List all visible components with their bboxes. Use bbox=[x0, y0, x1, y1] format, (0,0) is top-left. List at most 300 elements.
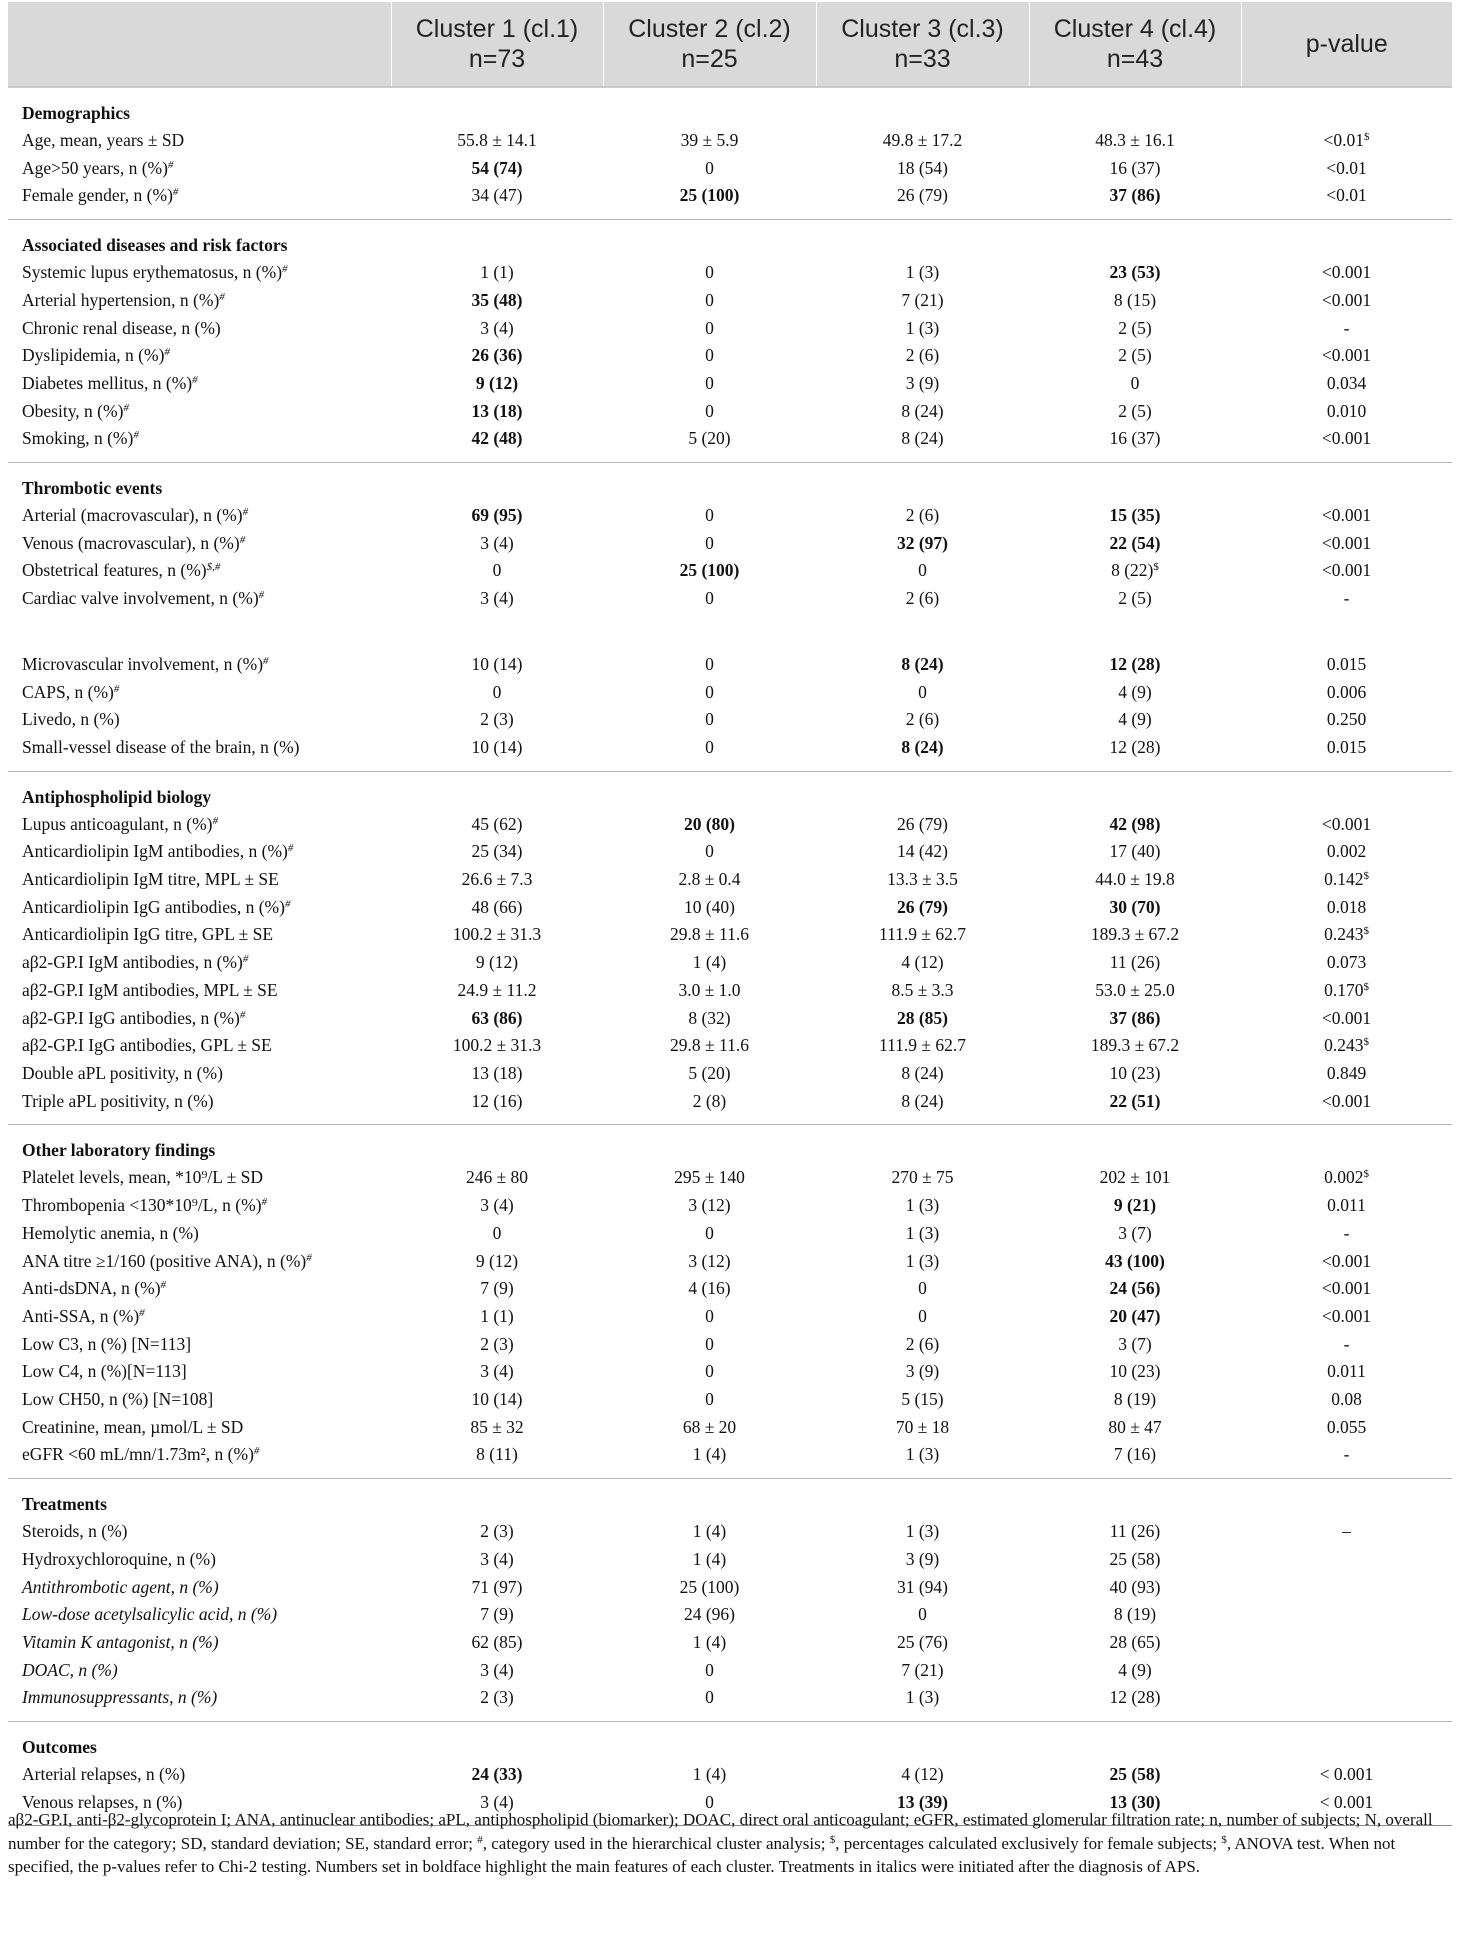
row-label-footnote-mark: # bbox=[239, 533, 246, 546]
cell-cluster-1 bbox=[391, 1684, 603, 1721]
cell-cluster-3 bbox=[816, 502, 1029, 530]
p-value-footnote-mark: $ bbox=[1363, 870, 1369, 883]
cell-cluster-4 bbox=[1029, 1574, 1241, 1602]
row-label-footnote-mark: # bbox=[219, 290, 225, 303]
header-cluster-2-name: Cluster 2 (cl.2) bbox=[628, 15, 791, 43]
cell-value: 39 ± 5.9 bbox=[680, 130, 739, 150]
header-cluster-1-name: Cluster 1 (cl.1) bbox=[415, 15, 579, 43]
cell-p-value bbox=[1241, 977, 1452, 1005]
cell-p-value bbox=[1241, 811, 1452, 839]
row-label-text: Systemic lupus erythematosus, n (%) bbox=[22, 262, 283, 283]
cell-cluster-1 bbox=[391, 1574, 603, 1602]
section-header-row bbox=[8, 771, 1452, 811]
cell-value: 71 (97) bbox=[471, 1576, 523, 1597]
cell-cluster-2 bbox=[603, 1761, 816, 1789]
cell-value: 55.8 ± 14.1 bbox=[457, 130, 537, 150]
row-label bbox=[8, 977, 391, 1005]
row-label bbox=[8, 425, 391, 462]
cell-cluster-2 bbox=[603, 1601, 816, 1629]
row-label bbox=[8, 1005, 391, 1033]
cell-cluster-2 bbox=[603, 287, 816, 315]
cell-cluster-4 bbox=[1029, 734, 1241, 771]
table-row bbox=[8, 1684, 1452, 1721]
cell-cluster-1 bbox=[391, 155, 603, 183]
row-label-footnote-mark: # bbox=[287, 842, 294, 855]
cell-cluster-3 bbox=[816, 1164, 1029, 1192]
table-section bbox=[8, 771, 1452, 1125]
footnote-text: , category used in the hierarchical cluster analysis; bbox=[482, 1833, 830, 1853]
cell-cluster-3 bbox=[816, 706, 1029, 734]
row-label-footnote-mark: # bbox=[242, 506, 249, 519]
cell-value: 1 (4) bbox=[692, 1548, 727, 1569]
row-label bbox=[8, 811, 391, 839]
table-row bbox=[8, 1657, 1452, 1685]
cell-value: 0.849 bbox=[1326, 1062, 1367, 1083]
cell-cluster-2 bbox=[603, 425, 816, 462]
cell-cluster-2 bbox=[603, 1414, 816, 1442]
cell-value: 3 (4) bbox=[480, 1659, 514, 1680]
cell-value: 0 bbox=[705, 1791, 714, 1812]
cell-cluster-2 bbox=[603, 530, 816, 558]
table-row bbox=[8, 502, 1452, 530]
row-label bbox=[8, 557, 391, 585]
cell-value: 246 ± 80 bbox=[465, 1167, 529, 1188]
cell-value: 2 (6) bbox=[905, 345, 940, 366]
cell-p-value bbox=[1241, 1518, 1452, 1546]
cell-cluster-3 bbox=[816, 1303, 1029, 1331]
cell-cluster-2 bbox=[603, 734, 816, 771]
cell-cluster-1 bbox=[391, 1518, 603, 1546]
cell-p-value bbox=[1241, 1441, 1452, 1478]
cell-cluster-4 bbox=[1029, 342, 1241, 370]
cell-cluster-2 bbox=[603, 1164, 816, 1192]
cell-value: 13 (39) bbox=[896, 1791, 949, 1812]
cell-value: 3 (4) bbox=[480, 1361, 514, 1382]
row-label-text: Obstetrical features, n (%) bbox=[22, 560, 207, 581]
cell-value: 189.3 ± 67.2 bbox=[1090, 924, 1180, 945]
row-label-footnote-mark: # bbox=[164, 346, 170, 359]
row-label-text: Dyslipidemia, n (%) bbox=[22, 345, 165, 366]
cell-value: 3 (12) bbox=[688, 1250, 731, 1271]
cell-value: 2 (5) bbox=[1118, 588, 1152, 609]
cell-value: 0.002 bbox=[1326, 841, 1367, 862]
cell-p-value bbox=[1241, 1220, 1452, 1248]
cell-cluster-2 bbox=[603, 838, 816, 866]
table-section bbox=[8, 1479, 1452, 1722]
cell-value: 1 (4) bbox=[692, 1521, 727, 1542]
cell-cluster-4 bbox=[1029, 1005, 1241, 1033]
cell-cluster-3 bbox=[816, 1088, 1029, 1125]
cell-cluster-4 bbox=[1029, 1303, 1241, 1331]
row-label bbox=[8, 866, 391, 894]
cell-cluster-4 bbox=[1029, 1220, 1241, 1248]
section-title: Other laboratory findings bbox=[22, 1140, 216, 1161]
cell-cluster-4 bbox=[1029, 398, 1241, 426]
cell-value: 4 (12) bbox=[901, 952, 944, 973]
cell-value: 26 (79) bbox=[896, 896, 949, 917]
cell-cluster-3 bbox=[816, 1601, 1029, 1629]
cell-cluster-1 bbox=[391, 1441, 603, 1478]
cell-cluster-4 bbox=[1029, 1601, 1241, 1629]
cell-cluster-3 bbox=[816, 866, 1029, 894]
row-label-footnote-mark: # bbox=[113, 682, 120, 695]
cell-value: <0.001 bbox=[1321, 1007, 1372, 1028]
p-value-footnote-mark: $ bbox=[1364, 131, 1370, 143]
cell-value: 85 ± 32 bbox=[470, 1416, 524, 1437]
cell-value: 1 (4) bbox=[692, 1444, 727, 1465]
cell-p-value bbox=[1241, 398, 1452, 426]
cell-value: 8 (11) bbox=[476, 1444, 518, 1465]
cell-value: 16 (37) bbox=[1109, 157, 1161, 178]
cell-cluster-1 bbox=[391, 1275, 603, 1303]
cell-value: 0 bbox=[705, 736, 714, 757]
cell-value: 24 (56) bbox=[1109, 1278, 1161, 1299]
cell-cluster-1 bbox=[391, 894, 603, 922]
section-title: Associated diseases and risk factors bbox=[22, 235, 288, 256]
row-label-text: Anti-SSA, n (%) bbox=[22, 1305, 140, 1326]
table-row bbox=[8, 1414, 1452, 1442]
cell-p-value bbox=[1241, 1192, 1452, 1220]
cell-value: 9 (12) bbox=[475, 372, 519, 393]
cell-cluster-4 bbox=[1029, 1386, 1241, 1414]
cell-value: 13 (30) bbox=[1109, 1791, 1161, 1812]
row-label bbox=[8, 1414, 391, 1442]
row-label-footnote-mark: # bbox=[306, 1251, 312, 1264]
row-label-text: Female gender, n (%) bbox=[22, 185, 173, 206]
table-row bbox=[8, 425, 1452, 462]
cell-value: 2 (5) bbox=[1118, 400, 1152, 421]
cell-cluster-1 bbox=[391, 398, 603, 426]
cell-value: 35 (48) bbox=[471, 289, 523, 310]
cell-value: 2 (6) bbox=[905, 1333, 940, 1354]
cell-value: 0 bbox=[492, 1222, 502, 1243]
cell-cluster-1 bbox=[391, 1761, 603, 1789]
cell-cluster-4 bbox=[1029, 502, 1241, 530]
cell-cluster-3 bbox=[816, 127, 1029, 155]
row-label bbox=[8, 1192, 391, 1220]
row-label-text: Low CH50, n (%) [N=108] bbox=[22, 1389, 214, 1410]
cell-cluster-1 bbox=[391, 706, 603, 734]
cell-value: 0 bbox=[705, 1305, 714, 1326]
cell-value: - bbox=[1343, 1444, 1350, 1465]
cell-p-value bbox=[1241, 706, 1452, 734]
cell-p-value bbox=[1241, 1275, 1452, 1303]
cell-cluster-3 bbox=[816, 651, 1029, 679]
cell-value: 0.142 bbox=[1324, 869, 1364, 890]
cell-cluster-3 bbox=[816, 1629, 1029, 1657]
cell-value: 3 (9) bbox=[905, 372, 940, 393]
cell-p-value bbox=[1241, 315, 1452, 343]
cell-cluster-3 bbox=[816, 182, 1029, 219]
cell-cluster-3 bbox=[816, 530, 1029, 558]
cell-cluster-4 bbox=[1029, 1032, 1241, 1060]
cell-value: – bbox=[1342, 1521, 1351, 1542]
cell-value: 7 (21) bbox=[901, 1659, 944, 1680]
cell-p-value bbox=[1241, 370, 1452, 398]
cell-value: 0 bbox=[705, 1687, 714, 1708]
header-cell-cluster-4 bbox=[1029, 2, 1241, 87]
cell-p-value bbox=[1241, 182, 1452, 219]
section-title: Thrombotic events bbox=[22, 478, 163, 499]
cell-cluster-1 bbox=[391, 370, 603, 398]
cell-cluster-1 bbox=[391, 1629, 603, 1657]
cell-value: <0.001 bbox=[1321, 813, 1372, 834]
header-cell-cluster-1 bbox=[391, 2, 603, 87]
cell-value: 8 (19) bbox=[1113, 1389, 1157, 1410]
row-label-text: Venous (macrovascular), n (%) bbox=[22, 532, 240, 553]
cell-cluster-1 bbox=[391, 734, 603, 771]
cell-value: <0.001 bbox=[1321, 345, 1372, 366]
cell-value: 0.015 bbox=[1326, 736, 1367, 757]
cell-cluster-2 bbox=[603, 1032, 816, 1060]
table-section bbox=[8, 87, 1452, 220]
cell-value: 100.2 ± 31.3 bbox=[452, 924, 542, 945]
cell-cluster-2 bbox=[603, 1192, 816, 1220]
row-label-text: Immunosuppressants, n (%) bbox=[22, 1687, 218, 1708]
cell-cluster-2 bbox=[603, 1358, 816, 1386]
table-row bbox=[8, 734, 1452, 771]
cell-cluster-3 bbox=[816, 1358, 1029, 1386]
cell-value: 2 (3) bbox=[480, 1521, 514, 1542]
cell-value: 0 bbox=[705, 289, 714, 310]
table-row bbox=[8, 1303, 1452, 1331]
row-label-text: Steroids, n (%) bbox=[22, 1521, 128, 1542]
cell-cluster-3 bbox=[816, 1518, 1029, 1546]
section-header-row bbox=[8, 1722, 1452, 1762]
row-label bbox=[8, 502, 391, 530]
row-label bbox=[8, 315, 391, 343]
row-label-text: Anticardiolipin IgM titre, MPL ± SE bbox=[22, 869, 279, 890]
cell-value: <0.01 bbox=[1326, 157, 1367, 178]
row-label-text: Thrombopenia <130*10⁹/L, n (%) bbox=[22, 1195, 262, 1216]
row-label-text: ANA titre ≥1/160 (positive ANA), n (%) bbox=[22, 1250, 307, 1271]
table-row bbox=[8, 894, 1452, 922]
header-cell-label bbox=[8, 2, 391, 87]
cell-cluster-1 bbox=[391, 1358, 603, 1386]
cluster-characteristics-table bbox=[8, 2, 1452, 1826]
cell-value: 0 bbox=[705, 841, 714, 862]
cell-p-value bbox=[1241, 1358, 1452, 1386]
cell-cluster-1 bbox=[391, 1386, 603, 1414]
row-label-text: Hydroxychloroquine, n (%) bbox=[22, 1548, 216, 1569]
cell-cluster-4 bbox=[1029, 1331, 1241, 1359]
cell-cluster-3 bbox=[816, 1684, 1029, 1721]
row-label bbox=[8, 1518, 391, 1546]
cell-value: 10 (14) bbox=[471, 653, 523, 674]
table-row bbox=[8, 921, 1452, 949]
cell-cluster-3 bbox=[816, 949, 1029, 977]
cell-value: 11 (26) bbox=[1109, 1521, 1161, 1542]
cell-value: 24.9 ± 11.2 bbox=[457, 979, 537, 1000]
section-title: Outcomes bbox=[22, 1737, 97, 1758]
cell-cluster-2 bbox=[603, 1629, 816, 1657]
cell-cluster-1 bbox=[391, 921, 603, 949]
cell-value: 0 bbox=[705, 505, 714, 526]
cell-p-value bbox=[1241, 1574, 1452, 1602]
cell-cluster-3 bbox=[816, 425, 1029, 462]
section-header-row bbox=[8, 220, 1452, 260]
cell-cluster-1 bbox=[391, 1164, 603, 1192]
cell-value: 28 (65) bbox=[1109, 1631, 1161, 1652]
row-label bbox=[8, 1248, 391, 1276]
section-title: Demographics bbox=[22, 103, 130, 123]
row-label-footnote-mark: # bbox=[139, 1306, 145, 1319]
cell-cluster-4 bbox=[1029, 949, 1241, 977]
cell-value: 25 (34) bbox=[471, 841, 523, 862]
cell-p-value bbox=[1241, 1386, 1452, 1414]
row-label-footnote-mark: # bbox=[253, 1445, 260, 1458]
row-label bbox=[8, 1441, 391, 1478]
cell-value: 12 (28) bbox=[1109, 736, 1161, 757]
cell-p-value bbox=[1241, 1601, 1452, 1629]
cell-cluster-2 bbox=[603, 1546, 816, 1574]
table-row bbox=[8, 287, 1452, 315]
table-row bbox=[8, 1761, 1452, 1789]
row-label bbox=[8, 1386, 391, 1414]
table-row bbox=[8, 1629, 1452, 1657]
cell-p-value bbox=[1241, 838, 1452, 866]
cell-p-value bbox=[1241, 155, 1452, 183]
row-label-text: Double aPL positivity, n (%) bbox=[22, 1062, 223, 1083]
cell-value: 24 (96) bbox=[683, 1604, 736, 1625]
table-header bbox=[8, 2, 1452, 87]
cell-value: 14 (42) bbox=[896, 841, 949, 862]
table-row bbox=[8, 1574, 1452, 1602]
row-label-footnote-mark: $,# bbox=[206, 561, 221, 574]
cell-cluster-4 bbox=[1029, 977, 1241, 1005]
table-row bbox=[8, 155, 1452, 183]
cell-value: 0.015 bbox=[1326, 653, 1367, 674]
cell-value: 0 bbox=[705, 1333, 714, 1354]
cell-cluster-4 bbox=[1029, 921, 1241, 949]
cell-value: 111.9 ± 62.7 bbox=[878, 1035, 967, 1056]
row-label bbox=[8, 259, 391, 287]
row-label bbox=[8, 530, 391, 558]
row-label-footnote-mark: # bbox=[282, 263, 288, 276]
row-label bbox=[8, 1220, 391, 1248]
cell-cluster-3 bbox=[816, 370, 1029, 398]
cell-cluster-4 bbox=[1029, 315, 1241, 343]
cell-cluster-2 bbox=[603, 921, 816, 949]
cell-value: 10 (14) bbox=[471, 736, 523, 757]
cell-value: 3 (4) bbox=[480, 1195, 514, 1216]
cell-cluster-3 bbox=[816, 1761, 1029, 1789]
cell-value: 1 (1) bbox=[480, 262, 514, 283]
cell-p-value bbox=[1241, 1005, 1452, 1033]
cell-value: 3 (7) bbox=[1118, 1333, 1152, 1354]
cell-cluster-1 bbox=[391, 1414, 603, 1442]
cell-cluster-1 bbox=[391, 127, 603, 155]
table-row bbox=[8, 651, 1452, 679]
table-row bbox=[8, 1386, 1452, 1414]
table-row bbox=[8, 557, 1452, 585]
cell-value: < 0.001 bbox=[1319, 1764, 1374, 1785]
cell-cluster-2 bbox=[603, 949, 816, 977]
row-label-text: Lupus anticoagulant, n (%) bbox=[22, 813, 213, 834]
row-label-text: aβ2-GP.I IgM antibodies, n (%) bbox=[22, 952, 243, 973]
cell-cluster-1 bbox=[391, 287, 603, 315]
cell-value: 0 bbox=[492, 681, 502, 702]
cell-cluster-4 bbox=[1029, 557, 1241, 585]
cell-cluster-4 bbox=[1029, 1358, 1241, 1386]
cell-value: 2 (6) bbox=[905, 709, 940, 730]
row-label bbox=[8, 1331, 391, 1359]
cell-cluster-3 bbox=[816, 1192, 1029, 1220]
cell-value: 26.6 ± 7.3 bbox=[461, 869, 533, 890]
table-row bbox=[8, 259, 1452, 287]
cell-value: 7 (9) bbox=[480, 1604, 514, 1625]
row-label-text: Age, mean, years ± SD bbox=[22, 130, 185, 150]
cell-cluster-4 bbox=[1029, 530, 1241, 558]
cell-value: 2.8 ± 0.4 bbox=[678, 869, 741, 890]
row-label bbox=[8, 838, 391, 866]
cell-value: 4 (16) bbox=[688, 1278, 731, 1299]
cell-value: 10 (23) bbox=[1109, 1062, 1161, 1083]
cell-value: 2 (8) bbox=[692, 1090, 727, 1111]
cell-cluster-4 bbox=[1029, 1657, 1241, 1685]
cell-value: 0 bbox=[918, 1305, 927, 1326]
table-section bbox=[8, 463, 1452, 772]
cell-cluster-3 bbox=[816, 1414, 1029, 1442]
cell-cluster-1 bbox=[391, 679, 603, 707]
row-label bbox=[8, 1032, 391, 1060]
cell-p-value bbox=[1241, 1684, 1452, 1721]
cell-cluster-3 bbox=[816, 1275, 1029, 1303]
section-header-row bbox=[8, 463, 1452, 503]
cell-p-value bbox=[1241, 585, 1452, 613]
header-cell-p-value bbox=[1241, 2, 1452, 87]
cell-cluster-1 bbox=[391, 1331, 603, 1359]
row-label-footnote-mark: # bbox=[133, 429, 139, 442]
table-row bbox=[8, 811, 1452, 839]
cell-value: 18 (54) bbox=[896, 157, 949, 178]
cell-value: 0 bbox=[705, 372, 714, 393]
cell-value: 3.0 ± 1.0 bbox=[678, 979, 741, 1000]
row-label-footnote-mark: # bbox=[192, 373, 198, 386]
cell-cluster-1 bbox=[391, 977, 603, 1005]
cell-value: 111.9 ± 62.7 bbox=[878, 924, 967, 945]
cell-cluster-3 bbox=[816, 315, 1029, 343]
row-label-text: Smoking, n (%) bbox=[22, 428, 134, 449]
cell-cluster-2 bbox=[603, 1386, 816, 1414]
cell-cluster-4 bbox=[1029, 1518, 1241, 1546]
cell-value: 8.5 ± 3.3 bbox=[891, 979, 954, 1000]
cell-p-value bbox=[1241, 1761, 1452, 1789]
cell-cluster-3 bbox=[816, 1032, 1029, 1060]
cell-cluster-2 bbox=[603, 706, 816, 734]
row-label bbox=[8, 1657, 391, 1685]
header-cluster-4-count: n=43 bbox=[1106, 45, 1164, 73]
cell-value: 54 (74) bbox=[471, 157, 523, 178]
table-row bbox=[8, 1358, 1452, 1386]
cell-value: 0 bbox=[705, 400, 714, 421]
cell-cluster-3 bbox=[816, 1248, 1029, 1276]
cell-value: <0.001 bbox=[1321, 532, 1372, 553]
row-label-footnote-mark: # bbox=[123, 401, 129, 414]
cell-value: 8 (22) bbox=[1111, 560, 1154, 581]
cell-value: 1 (3) bbox=[905, 1195, 940, 1216]
cell-cluster-2 bbox=[603, 651, 816, 679]
cell-value: 48 (66) bbox=[471, 896, 523, 917]
cell-value: 2 (3) bbox=[480, 1333, 514, 1354]
cell-p-value bbox=[1241, 1060, 1452, 1088]
header-cluster-1-count: n=73 bbox=[468, 45, 526, 73]
cell-value: 34 (47) bbox=[471, 185, 523, 206]
cell-cluster-2 bbox=[603, 1275, 816, 1303]
table-row bbox=[8, 838, 1452, 866]
footnote-abbreviations: aβ2-GP.I, anti-β2-glycoprotein I; ANA, antinuclear antibodies; aPL, antiphospholipid (biomarker); DOAC, direct oral anticoagulant; eGFR, estimated glomerular filtration rate; n, number of subjects; N, overall number for the category; SD, standard deviation; SE, standard error; bbox=[8, 1810, 1433, 1853]
row-label bbox=[8, 585, 391, 613]
